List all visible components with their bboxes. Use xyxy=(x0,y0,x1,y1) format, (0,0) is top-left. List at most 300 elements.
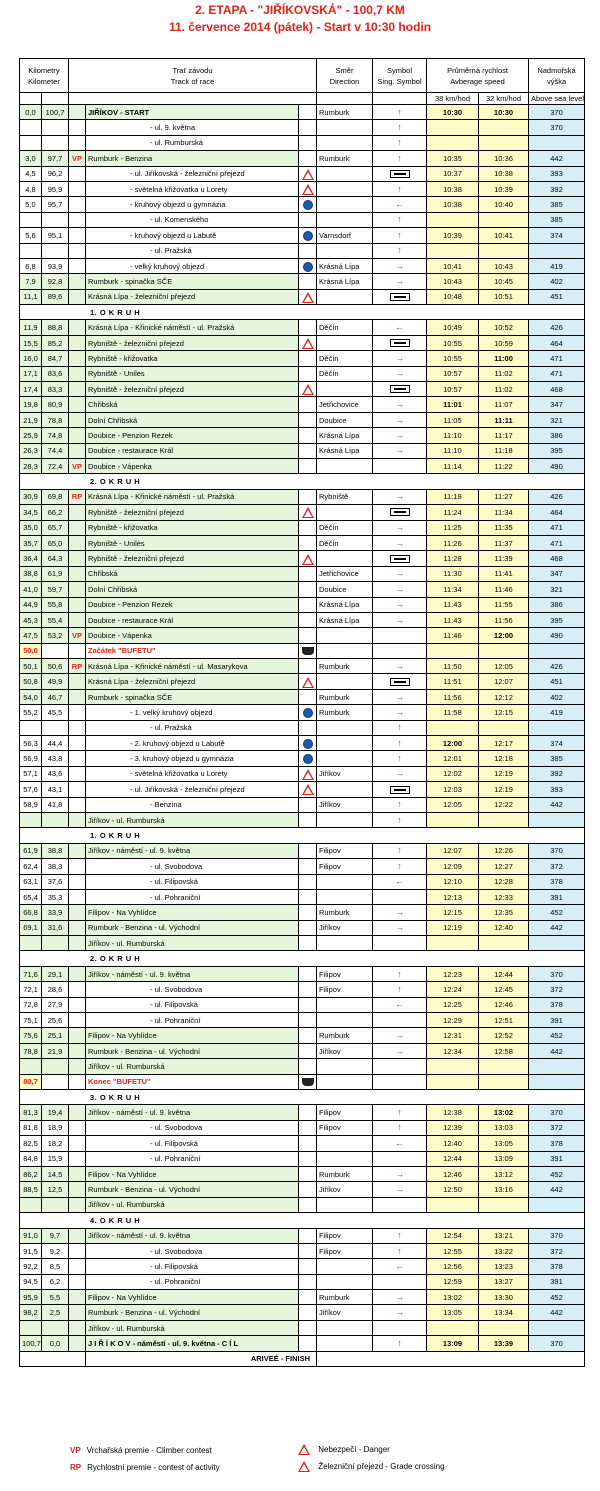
km-to-finish: 83,6 xyxy=(42,366,69,381)
route-symbol: → xyxy=(373,258,427,273)
altitude: 468 xyxy=(529,551,585,566)
direction xyxy=(317,1336,373,1351)
warning-icon-cell xyxy=(299,228,317,243)
track-point: Jiříkov - ul. Rumburská xyxy=(86,812,299,827)
route-symbol: ↑ xyxy=(373,151,427,166)
km-to-finish: 8,5 xyxy=(42,1259,69,1274)
route-symbol xyxy=(373,166,427,181)
time-32kmh: 10:43 xyxy=(479,258,529,273)
premium-tag xyxy=(69,782,86,797)
km-from-start: 91,5 xyxy=(20,1243,42,1258)
km-from-start: 71,6 xyxy=(20,966,42,981)
route-row xyxy=(20,351,585,366)
altitude: 392 xyxy=(529,181,585,196)
km-to-finish: 2,5 xyxy=(42,1305,69,1320)
warning-icon-cell xyxy=(299,1105,317,1120)
route-symbol xyxy=(373,628,427,643)
time-32kmh: 13:12 xyxy=(479,1166,529,1181)
time-38kmh: 11:43 xyxy=(427,597,479,612)
km-to-finish: 43,6 xyxy=(42,766,69,781)
route-row xyxy=(20,1074,585,1089)
time-32kmh: 12:26 xyxy=(479,843,529,858)
legend-crossing: Železniční přejezd - Grade crossing xyxy=(298,1461,445,1472)
km-from-start: 50,8 xyxy=(20,674,42,689)
premium-tag xyxy=(69,597,86,612)
track-point: Rybniště - železniční přejezd xyxy=(86,382,299,397)
premium-tag: RP xyxy=(69,489,86,504)
section-label: 4. O K R U H xyxy=(20,1213,585,1228)
warning-icon-cell xyxy=(299,489,317,504)
premium-tag xyxy=(69,1320,86,1335)
direction xyxy=(317,736,373,751)
premium-tag xyxy=(69,135,86,150)
km-from-start xyxy=(20,720,42,735)
route-row xyxy=(20,889,585,904)
time-38kmh xyxy=(427,1197,479,1212)
time-38kmh: 11:10 xyxy=(427,428,479,443)
altitude: 386 xyxy=(529,597,585,612)
direction: Filipov xyxy=(317,859,373,874)
track-point: Jiříkov - náměstí - ul. 9. května xyxy=(86,1105,299,1120)
direction xyxy=(317,1074,373,1089)
time-38kmh: 12:03 xyxy=(427,782,479,797)
route-symbol: → xyxy=(373,428,427,443)
route-symbol: ↑ xyxy=(373,966,427,981)
km-to-finish xyxy=(42,1197,69,1212)
route-row xyxy=(20,520,585,535)
direction: Rybniště xyxy=(317,489,373,504)
premium-tag xyxy=(69,1105,86,1120)
warning-icon-cell xyxy=(299,105,317,120)
km-to-finish: 72,4 xyxy=(42,458,69,473)
time-32kmh xyxy=(479,936,529,951)
direction xyxy=(317,812,373,827)
km-from-start: 50,1 xyxy=(20,659,42,674)
km-to-finish: 25,1 xyxy=(42,1028,69,1043)
time-38kmh: 12:05 xyxy=(427,797,479,812)
direction: Jiříkov xyxy=(317,1305,373,1320)
track-point: Rumburk - spinačka SČE xyxy=(86,689,299,704)
km-to-finish: 43,1 xyxy=(42,782,69,797)
direction: Filipov xyxy=(317,982,373,997)
route-symbol: ↑ xyxy=(373,105,427,120)
time-38kmh: 12:54 xyxy=(427,1228,479,1243)
km-from-start: 57,1 xyxy=(20,766,42,781)
route-row xyxy=(20,797,585,812)
track-point: Filipov - Na Vyhlídce xyxy=(86,1028,299,1043)
warning-icon-cell xyxy=(299,659,317,674)
time-38kmh: 10:37 xyxy=(427,166,479,181)
header-altitude: Nadmořská výška xyxy=(529,59,585,93)
route-row xyxy=(20,1336,585,1351)
km-to-finish: 95,1 xyxy=(42,228,69,243)
km-from-start: 84,8 xyxy=(20,1151,42,1166)
track-point: - ul. Pražská xyxy=(86,243,299,258)
direction: Krásná Lípa xyxy=(317,428,373,443)
km-from-start: 75,6 xyxy=(20,1028,42,1043)
km-to-finish: 65,7 xyxy=(42,520,69,535)
km-to-finish: 88,8 xyxy=(42,320,69,335)
route-row xyxy=(20,1059,585,1074)
km-to-finish: 53,2 xyxy=(42,628,69,643)
km-from-start xyxy=(20,1197,42,1212)
time-38kmh: 10:43 xyxy=(427,274,479,289)
km-to-finish: 27,9 xyxy=(42,997,69,1012)
route-symbol: → xyxy=(373,351,427,366)
direction: Děčín xyxy=(317,366,373,381)
route-row xyxy=(20,135,585,150)
direction: Rumburk xyxy=(317,659,373,674)
warning-icon-cell xyxy=(299,705,317,720)
warning-icon-cell xyxy=(299,566,317,581)
altitude: 370 xyxy=(529,120,585,135)
altitude xyxy=(529,643,585,658)
route-row xyxy=(20,105,585,120)
km-from-start: 81,8 xyxy=(20,1120,42,1135)
premium-tag xyxy=(69,535,86,550)
section-row xyxy=(20,951,585,966)
track-point: Krásná Lípa - Křinické náměstí - ul. Pražská xyxy=(86,489,299,504)
direction: Jiříkov xyxy=(317,797,373,812)
time-38kmh xyxy=(427,120,479,135)
time-32kmh: 12:52 xyxy=(479,1028,529,1043)
premium-tag xyxy=(69,874,86,889)
time-38kmh: 13:02 xyxy=(427,1290,479,1305)
km-to-finish: 85,2 xyxy=(42,335,69,350)
time-32kmh: 10:38 xyxy=(479,166,529,181)
track-point: Konec "BUFETU" xyxy=(86,1074,299,1089)
km-from-start: 94,5 xyxy=(20,1274,42,1289)
time-32kmh: 12:05 xyxy=(479,659,529,674)
time-38kmh: 10:57 xyxy=(427,366,479,381)
km-from-start: 4,5 xyxy=(20,166,42,181)
direction: Krásná Lípa xyxy=(317,258,373,273)
km-from-start: 75,1 xyxy=(20,1013,42,1028)
time-38kmh: 11:50 xyxy=(427,659,479,674)
altitude: 347 xyxy=(529,397,585,412)
route-symbol: ↑ xyxy=(373,1228,427,1243)
km-from-start: 100,7 xyxy=(20,1336,42,1351)
altitude xyxy=(529,1059,585,1074)
route-symbol: ↑ xyxy=(373,859,427,874)
premium-tag xyxy=(69,1243,86,1258)
direction: Děčín xyxy=(317,520,373,535)
direction xyxy=(317,1259,373,1274)
warning-icon-cell xyxy=(299,366,317,381)
refreshment-cup-icon xyxy=(302,647,314,655)
route-row xyxy=(20,843,585,858)
time-38kmh xyxy=(427,1074,479,1089)
section-label: 3. O K R U H xyxy=(20,1090,585,1105)
direction: Jiříkov xyxy=(317,920,373,935)
track-point: - 1. velký kruhový objezd xyxy=(86,705,299,720)
time-38kmh: 12:00 xyxy=(427,736,479,751)
km-from-start: 5,0 xyxy=(20,197,42,212)
altitude: 426 xyxy=(529,659,585,674)
time-32kmh: 12:46 xyxy=(479,997,529,1012)
header-altitude-en: Above sea level xyxy=(529,93,585,105)
route-row xyxy=(20,966,585,981)
premium-tag: VP xyxy=(69,628,86,643)
time-38kmh: 12:13 xyxy=(427,889,479,904)
altitude: 442 xyxy=(529,920,585,935)
route-row xyxy=(20,997,585,1012)
route-row xyxy=(20,243,585,258)
km-to-finish xyxy=(42,643,69,658)
km-to-finish: 93,9 xyxy=(42,258,69,273)
track-point: Doubice - restaurace Král xyxy=(86,612,299,627)
km-to-finish: 6,2 xyxy=(42,1274,69,1289)
route-symbol: ↑ xyxy=(373,736,427,751)
warning-icon-cell xyxy=(299,397,317,412)
km-to-finish: 33,9 xyxy=(42,905,69,920)
danger-triangle-icon xyxy=(302,507,314,518)
premium-tag xyxy=(69,258,86,273)
warning-icon-cell xyxy=(299,181,317,196)
time-38kmh: 11:14 xyxy=(427,458,479,473)
route-symbol: → xyxy=(373,659,427,674)
track-point: Krásná Lípa - Křinické náměstí - ul. Masarykova xyxy=(86,659,299,674)
km-from-start: 15,5 xyxy=(20,335,42,350)
warning-icon-cell xyxy=(299,982,317,997)
km-from-start: 26,3 xyxy=(20,443,42,458)
time-32kmh: 11:22 xyxy=(479,458,529,473)
altitude: 370 xyxy=(529,843,585,858)
altitude: 451 xyxy=(529,289,585,304)
route-row xyxy=(20,566,585,581)
altitude: 393 xyxy=(529,166,585,181)
finish-label: ARIVEÉ - FINISH xyxy=(86,1351,317,1366)
direction xyxy=(317,120,373,135)
time-38kmh: 11:56 xyxy=(427,689,479,704)
altitude: 392 xyxy=(529,766,585,781)
time-38kmh: 12:38 xyxy=(427,1105,479,1120)
altitude: 395 xyxy=(529,612,585,627)
km-from-start: 80,7 xyxy=(20,1074,42,1089)
stage-date-start: 11. července 2014 (pátek) - Start v 10:30 hodin xyxy=(168,20,432,34)
warning-icon-cell xyxy=(299,859,317,874)
warning-icon-cell xyxy=(299,1013,317,1028)
altitude xyxy=(529,812,585,827)
route-symbol xyxy=(373,551,427,566)
route-row xyxy=(20,212,585,227)
altitude: 370 xyxy=(529,105,585,120)
premium-tag xyxy=(69,1274,86,1289)
time-38kmh: 11:34 xyxy=(427,582,479,597)
premium-tag xyxy=(69,859,86,874)
km-to-finish: 46,7 xyxy=(42,689,69,704)
premium-tag xyxy=(69,166,86,181)
km-from-start: 7,9 xyxy=(20,274,42,289)
time-38kmh: 12:59 xyxy=(427,1274,479,1289)
time-38kmh: 12:39 xyxy=(427,1120,479,1135)
km-from-start xyxy=(20,1320,42,1335)
warning-icon-cell xyxy=(299,936,317,951)
direction xyxy=(317,674,373,689)
finish-row xyxy=(20,1351,585,1366)
altitude: 378 xyxy=(529,1259,585,1274)
danger-triangle-icon xyxy=(302,384,314,395)
time-32kmh: 12:58 xyxy=(479,1043,529,1058)
premium-tag: VP xyxy=(69,458,86,473)
direction: Krásná Lípa xyxy=(317,612,373,627)
warning-icon-cell xyxy=(299,905,317,920)
track-point: Doubice - restaurace Král xyxy=(86,443,299,458)
premium-tag: RP xyxy=(69,659,86,674)
km-to-finish xyxy=(42,1320,69,1335)
route-symbol xyxy=(373,674,427,689)
track-point: - ul. Komenského xyxy=(86,212,299,227)
direction: Jiříkov xyxy=(317,1182,373,1197)
route-row xyxy=(20,751,585,766)
km-from-start: 63,1 xyxy=(20,874,42,889)
premium-tag xyxy=(69,582,86,597)
time-32kmh: 10:36 xyxy=(479,151,529,166)
time-38kmh: 11:10 xyxy=(427,443,479,458)
track-point: Jiříkov - ul. Rumburská xyxy=(86,1197,299,1212)
warning-icon-cell xyxy=(299,1166,317,1181)
premium-tag xyxy=(69,1182,86,1197)
railway-crossing-icon xyxy=(390,555,410,563)
km-to-finish: 95,9 xyxy=(42,181,69,196)
route-row xyxy=(20,197,585,212)
track-point: - kruhový objezd u gymnázia xyxy=(86,197,299,212)
route-symbol: → xyxy=(373,597,427,612)
km-to-finish: 14,5 xyxy=(42,1166,69,1181)
route-symbol xyxy=(373,289,427,304)
km-from-start: 72,8 xyxy=(20,997,42,1012)
time-32kmh: 12:35 xyxy=(479,905,529,920)
premium-tag xyxy=(69,1059,86,1074)
track-point: - ul. Pražská xyxy=(86,720,299,735)
premium-tag xyxy=(69,1028,86,1043)
premium-tag xyxy=(69,643,86,658)
time-38kmh: 10:55 xyxy=(427,351,479,366)
track-point: - ul. Rumburská xyxy=(86,135,299,150)
direction xyxy=(317,1274,373,1289)
track-point: - kruhový objezd u Labutě xyxy=(86,228,299,243)
premium-tag xyxy=(69,1197,86,1212)
route-row xyxy=(20,628,585,643)
route-symbol xyxy=(373,505,427,520)
premium-tag xyxy=(69,397,86,412)
time-32kmh xyxy=(479,643,529,658)
time-38kmh: 12:24 xyxy=(427,982,479,997)
direction: Jetřichovice xyxy=(317,397,373,412)
section-row xyxy=(20,305,585,320)
route-symbol: ↑ xyxy=(373,120,427,135)
warning-icon-cell xyxy=(299,1059,317,1074)
warning-icon-cell xyxy=(299,582,317,597)
warning-icon-cell xyxy=(299,289,317,304)
route-row xyxy=(20,489,585,504)
track-point: Rybniště - křižovatka xyxy=(86,351,299,366)
time-38kmh xyxy=(427,936,479,951)
time-38kmh: 12:02 xyxy=(427,766,479,781)
direction xyxy=(317,720,373,735)
direction xyxy=(317,936,373,951)
km-from-start: 35,7 xyxy=(20,535,42,550)
track-point: - ul. Svobodova xyxy=(86,1243,299,1258)
route-row xyxy=(20,1105,585,1120)
altitude: 419 xyxy=(529,705,585,720)
route-row xyxy=(20,612,585,627)
route-row xyxy=(20,382,585,397)
altitude xyxy=(529,1074,585,1089)
km-to-finish: 15,9 xyxy=(42,1151,69,1166)
direction xyxy=(317,166,373,181)
time-38kmh: 12:09 xyxy=(427,859,479,874)
direction xyxy=(317,1151,373,1166)
warning-icon-cell xyxy=(299,520,317,535)
premium-tag xyxy=(69,105,86,120)
track-point: Rumburk - Benzina xyxy=(86,151,299,166)
route-symbol: → xyxy=(373,1028,427,1043)
direction: Rumburk xyxy=(317,689,373,704)
route-symbol xyxy=(373,1274,427,1289)
time-38kmh: 11:19 xyxy=(427,489,479,504)
route-row xyxy=(20,1320,585,1335)
km-to-finish: 29,1 xyxy=(42,966,69,981)
time-38kmh: 12:34 xyxy=(427,1043,479,1058)
km-to-finish: 80,9 xyxy=(42,397,69,412)
direction xyxy=(317,335,373,350)
time-32kmh: 11:02 xyxy=(479,366,529,381)
altitude: 378 xyxy=(529,1136,585,1151)
time-38kmh: 12:07 xyxy=(427,843,479,858)
direction xyxy=(317,551,373,566)
route-row xyxy=(20,1028,585,1043)
route-symbol: → xyxy=(373,582,427,597)
route-row xyxy=(20,1043,585,1058)
km-to-finish: 95,7 xyxy=(42,197,69,212)
warning-icon-cell xyxy=(299,258,317,273)
track-point: Chřibská xyxy=(86,566,299,581)
track-point: - ul. 9. května xyxy=(86,120,299,135)
route-symbol: → xyxy=(373,489,427,504)
header-speed-38: 38 km/hod xyxy=(427,93,479,105)
km-from-start: 0,0 xyxy=(20,105,42,120)
km-from-start: 65,4 xyxy=(20,889,42,904)
warning-icon-cell xyxy=(299,551,317,566)
section-label: 2. O K R U H xyxy=(20,951,585,966)
altitude: 393 xyxy=(529,782,585,797)
track-point: Rumburk - spinačka SČE xyxy=(86,274,299,289)
direction xyxy=(317,643,373,658)
km-to-finish: 45,5 xyxy=(42,705,69,720)
route-symbol xyxy=(373,1197,427,1212)
km-from-start: 95,9 xyxy=(20,1290,42,1305)
altitude: 442 xyxy=(529,1182,585,1197)
route-symbol: ← xyxy=(373,1136,427,1151)
warning-icon-cell xyxy=(299,320,317,335)
km-to-finish: 25,6 xyxy=(42,1013,69,1028)
time-38kmh: 11:05 xyxy=(427,412,479,427)
altitude: 468 xyxy=(529,382,585,397)
track-point: Dolní Chřibská xyxy=(86,582,299,597)
track-point: - ul. Svobodova xyxy=(86,982,299,997)
km-to-finish: 74,8 xyxy=(42,428,69,443)
track-point: - světelná křižovatka u Lorety xyxy=(86,181,299,196)
time-32kmh: 11:11 xyxy=(479,412,529,427)
time-32kmh: 10:40 xyxy=(479,197,529,212)
premium-tag xyxy=(69,551,86,566)
time-32kmh: 12:45 xyxy=(479,982,529,997)
roundabout-icon xyxy=(303,754,313,764)
time-32kmh: 12:18 xyxy=(479,751,529,766)
km-to-finish: 9,7 xyxy=(42,1228,69,1243)
route-symbol: → xyxy=(373,1305,427,1320)
